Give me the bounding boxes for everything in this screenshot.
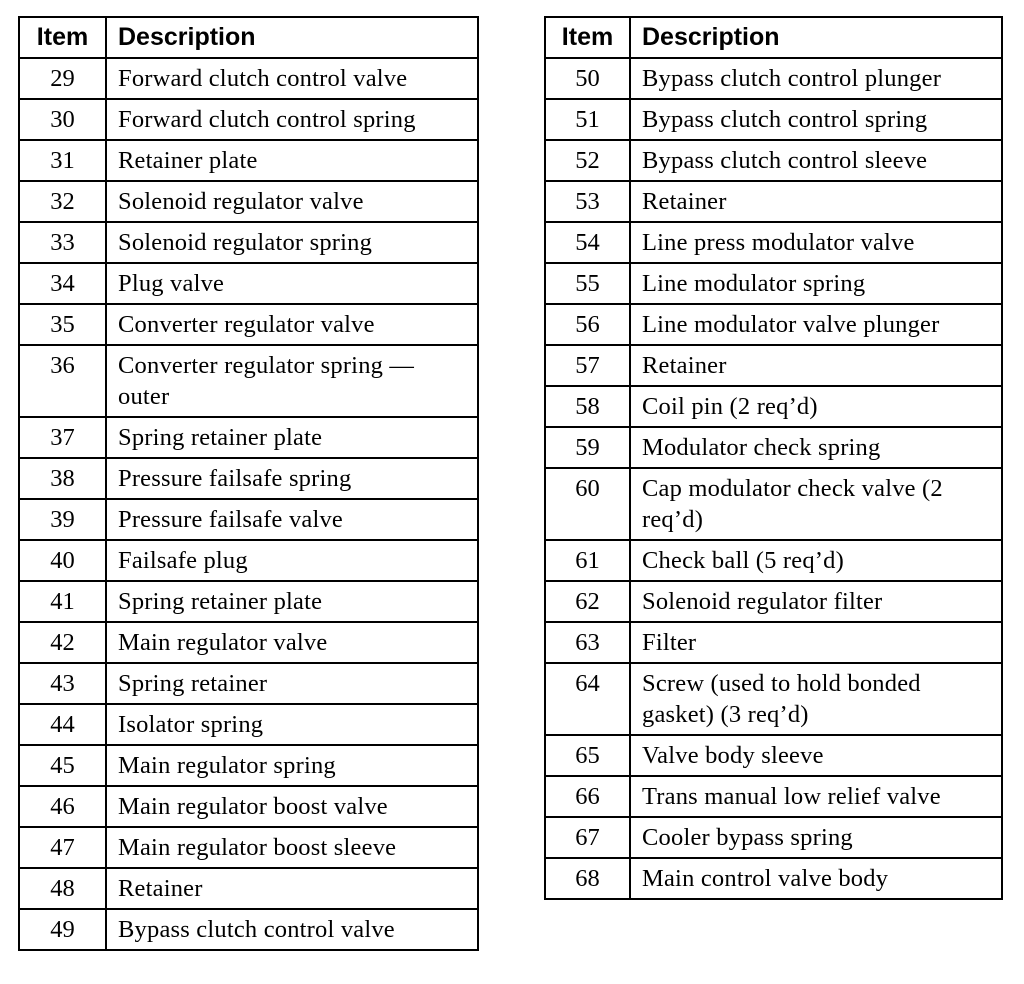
item-description-cell: Main regulator spring [106, 745, 478, 786]
column-header-item: Item [19, 17, 106, 58]
table-row [19, 909, 478, 950]
table-row [19, 786, 478, 827]
table-row [545, 468, 1002, 540]
item-number-cell: 53 [545, 181, 630, 222]
table-row [19, 745, 478, 786]
item-number-cell: 29 [19, 58, 106, 99]
item-description-cell: Retainer [106, 868, 478, 909]
item-description-cell: Solenoid regulator valve [106, 181, 478, 222]
table-row [545, 345, 1002, 386]
table-row [545, 776, 1002, 817]
item-description-cell: Retainer [630, 181, 1002, 222]
item-number-cell: 58 [545, 386, 630, 427]
table-row [545, 581, 1002, 622]
item-number-cell: 60 [545, 468, 630, 540]
item-description-cell: Pressure failsafe spring [106, 458, 478, 499]
item-number-cell: 56 [545, 304, 630, 345]
item-description-cell: Forward clutch control valve [106, 58, 478, 99]
item-number-cell: 48 [19, 868, 106, 909]
item-description-cell: Solenoid regulator filter [630, 581, 1002, 622]
item-number-cell: 36 [19, 345, 106, 417]
item-description-cell: Retainer [630, 345, 1002, 386]
item-description-cell: Main regulator boost valve [106, 786, 478, 827]
item-number-cell: 35 [19, 304, 106, 345]
item-description-cell: Spring retainer plate [106, 581, 478, 622]
table-row [19, 222, 478, 263]
item-number-cell: 45 [19, 745, 106, 786]
table-row [19, 458, 478, 499]
table-row [19, 499, 478, 540]
table-body-right [545, 58, 1002, 899]
item-description-cell: Main control valve body [630, 858, 1002, 899]
table-row [19, 304, 478, 345]
item-description-cell: Main regulator valve [106, 622, 478, 663]
table-row [19, 181, 478, 222]
item-description-cell: Modulator check spring [630, 427, 1002, 468]
item-description-cell: Spring retainer [106, 663, 478, 704]
item-description-cell: Solenoid regulator spring [106, 222, 478, 263]
item-number-cell: 67 [545, 817, 630, 858]
table-row [19, 868, 478, 909]
item-number-cell: 47 [19, 827, 106, 868]
item-number-cell: 34 [19, 263, 106, 304]
table-header-row [545, 17, 1002, 58]
table-row [545, 858, 1002, 899]
item-description-cell: Filter [630, 622, 1002, 663]
table-header-row [19, 17, 478, 58]
item-number-cell: 54 [545, 222, 630, 263]
item-number-cell: 38 [19, 458, 106, 499]
item-number-cell: 31 [19, 140, 106, 181]
parts-table-right [544, 16, 1003, 900]
table-row [19, 417, 478, 458]
item-number-cell: 52 [545, 140, 630, 181]
item-description-cell: Line modulator spring [630, 263, 1002, 304]
table-row [545, 540, 1002, 581]
item-number-cell: 66 [545, 776, 630, 817]
item-description-cell: Screw (used to hold bonded gasket) (3 req’d) [630, 663, 1002, 735]
table-row [19, 581, 478, 622]
parts-table-left [18, 16, 479, 951]
item-description-cell: Line press modulator valve [630, 222, 1002, 263]
table-row [545, 622, 1002, 663]
item-description-cell: Trans manual low relief valve [630, 776, 1002, 817]
item-number-cell: 30 [19, 99, 106, 140]
table-row [19, 704, 478, 745]
item-description-cell: Main regulator boost sleeve [106, 827, 478, 868]
item-number-cell: 41 [19, 581, 106, 622]
table-body-left [19, 58, 478, 950]
item-description-cell: Bypass clutch control spring [630, 99, 1002, 140]
table-row [545, 304, 1002, 345]
item-description-cell: Converter regulator valve [106, 304, 478, 345]
table-row [19, 827, 478, 868]
item-description-cell: Bypass clutch control sleeve [630, 140, 1002, 181]
item-number-cell: 44 [19, 704, 106, 745]
table-row [545, 58, 1002, 99]
item-number-cell: 59 [545, 427, 630, 468]
item-description-cell: Coil pin (2 req’d) [630, 386, 1002, 427]
table-row [545, 263, 1002, 304]
item-number-cell: 37 [19, 417, 106, 458]
column-header-description: Description [106, 17, 478, 58]
column-header-item: Item [545, 17, 630, 58]
table-row [545, 181, 1002, 222]
item-number-cell: 33 [19, 222, 106, 263]
item-description-cell: Failsafe plug [106, 540, 478, 581]
item-number-cell: 39 [19, 499, 106, 540]
table-row [545, 427, 1002, 468]
item-description-cell: Isolator spring [106, 704, 478, 745]
item-number-cell: 40 [19, 540, 106, 581]
table-row [545, 222, 1002, 263]
item-description-cell: Plug valve [106, 263, 478, 304]
item-description-cell: Pressure failsafe valve [106, 499, 478, 540]
item-number-cell: 61 [545, 540, 630, 581]
item-number-cell: 46 [19, 786, 106, 827]
item-description-cell: Check ball (5 req’d) [630, 540, 1002, 581]
item-number-cell: 57 [545, 345, 630, 386]
item-description-cell: Bypass clutch control plunger [630, 58, 1002, 99]
table-row [19, 99, 478, 140]
item-description-cell: Retainer plate [106, 140, 478, 181]
item-description-cell: Spring retainer plate [106, 417, 478, 458]
item-number-cell: 62 [545, 581, 630, 622]
table-row [545, 817, 1002, 858]
item-description-cell: Bypass clutch control valve [106, 909, 478, 950]
table-row [545, 663, 1002, 735]
table-row [545, 99, 1002, 140]
table-row [545, 140, 1002, 181]
item-number-cell: 68 [545, 858, 630, 899]
item-number-cell: 65 [545, 735, 630, 776]
item-description-cell: Forward clutch control spring [106, 99, 478, 140]
item-number-cell: 50 [545, 58, 630, 99]
item-number-cell: 32 [19, 181, 106, 222]
table-row [19, 140, 478, 181]
table-row [19, 622, 478, 663]
table-row [545, 386, 1002, 427]
item-number-cell: 55 [545, 263, 630, 304]
table-row [19, 345, 478, 417]
item-description-cell: Cap modulator check valve (2 req’d) [630, 468, 1002, 540]
table-row [19, 540, 478, 581]
item-number-cell: 49 [19, 909, 106, 950]
item-description-cell: Cooler bypass spring [630, 817, 1002, 858]
item-number-cell: 43 [19, 663, 106, 704]
item-number-cell: 42 [19, 622, 106, 663]
table-row [19, 58, 478, 99]
item-description-cell: Converter regulator spring — outer [106, 345, 478, 417]
item-number-cell: 64 [545, 663, 630, 735]
column-header-description: Description [630, 17, 1002, 58]
item-number-cell: 63 [545, 622, 630, 663]
table-row [19, 663, 478, 704]
table-row [19, 263, 478, 304]
table-row [545, 735, 1002, 776]
item-description-cell: Line modulator valve plunger [630, 304, 1002, 345]
item-description-cell: Valve body sleeve [630, 735, 1002, 776]
item-number-cell: 51 [545, 99, 630, 140]
